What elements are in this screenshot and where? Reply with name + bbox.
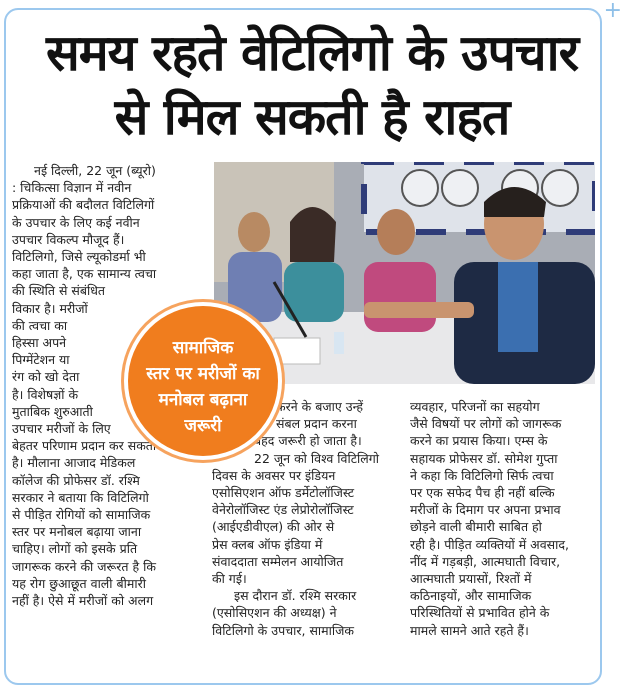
article-line: विटिलिगो के उपचार, सामाजिक — [212, 622, 354, 638]
pull-quote-line: सामाजिक — [172, 338, 234, 358]
article-line: आत्मघाती प्रयासों, रिश्तों में — [410, 571, 532, 587]
article-line: है। मौलाना आजाद मेडिकल — [12, 455, 136, 471]
article-line: परिस्थितियों से प्रभावित होने के — [410, 605, 550, 621]
article-line: पिग्मेंटेशन या — [12, 352, 70, 368]
article-line: यह रोग छुआछूत वाली बीमारी — [12, 575, 146, 591]
article-line: संवाददाता सम्मेलन आयोजित — [212, 553, 344, 569]
article-line: उपचार विकल्प मौजूद हैं। — [12, 231, 125, 247]
article-line: पर एक सफेद पैच ही नहीं बल्कि — [410, 485, 555, 501]
article-line: छोड़ने वाली बीमारी साबित हो — [410, 519, 542, 535]
article-column-3 — [410, 398, 598, 639]
article-line: कॉलेज की प्रोफेसर डॉ. रश्मि — [12, 472, 140, 488]
article-line: (एसोसिएशन की अध्यक्ष) ने — [212, 605, 337, 621]
article-line: कहा जाता है, एक सामान्य त्वचा — [12, 266, 157, 282]
article-line: करने का प्रयास किया। एम्स के — [410, 433, 548, 449]
article-line: : चिकित्सा विज्ञान में नवीन — [12, 180, 132, 196]
article-line: कठिनाइयों, और सामाजिक — [410, 588, 532, 604]
article-line: मुताबिक शुरुआती — [12, 403, 93, 419]
article-line: नहीं है। ऐसे में मरीजों को अलग — [12, 593, 154, 609]
article-line: सरकार ने बताया कि विटिलिगो — [12, 489, 149, 505]
crosshair-icon: + — [603, 0, 622, 23]
article-line: उपचार मरीजों के लिए — [12, 421, 111, 437]
article-line: चाहिए। लोगों को इसके प्रति — [12, 541, 138, 557]
article-line: की स्थिति से संबंधित — [12, 283, 106, 299]
pull-quote-text — [131, 335, 275, 439]
article-line: की गई। — [212, 571, 247, 587]
pull-quote-badge — [128, 306, 278, 456]
article-line: विकार है। मरीजों — [12, 300, 88, 316]
article-line: दिवस के अवसर पर इंडियन — [212, 467, 336, 483]
article-line: के उपचार के लिए कई नवीन — [12, 214, 140, 230]
headline-line-1: समय रहते वेटिलिगो के उपचार — [45, 24, 579, 82]
article-line: बेहतर परिणाम प्रदान कर सकती — [12, 438, 157, 454]
article-line: रंग को खो देता — [12, 369, 80, 385]
article-line: इस दौरान डॉ. रश्मि सरकार — [234, 588, 357, 604]
article-line: 22 जून को विश्व विटिलिगो — [254, 450, 380, 466]
article-line: मामले सामने आते रहते हैं। — [410, 622, 529, 638]
article-line: जैसे विषयों पर लोगों को जागरूक — [410, 416, 562, 432]
article-line: की त्वचा का — [12, 317, 68, 333]
headline-line-2: से मिल सकती है राहत — [114, 88, 510, 146]
article-line: करने के बजाए उन्हें — [276, 399, 363, 414]
article-line: व्यवहार, परिजनों का सहयोग — [410, 399, 540, 414]
pull-quote-line: जरूरी — [184, 416, 222, 436]
article-line: जागरूक करने की जरूरत है कि — [12, 558, 156, 574]
pull-quote-line: स्तर पर मरीजों का — [146, 364, 260, 384]
article-line: संबल प्रदान करना — [276, 416, 357, 432]
article-line: ने कहा कि विटिलिगो सिर्फ त्वचा — [410, 467, 554, 483]
article-line: है। विशेषज्ञों के — [12, 386, 79, 402]
article-line: एसोसिएशन ऑफ डर्मेटोलॉजिस्ट — [212, 485, 355, 501]
article-line: स्तर पर मनोबल बढ़ाया जाना — [12, 524, 142, 540]
article-line: सहायक प्रोफेसर डॉ. सोमेश गुप्ता — [410, 450, 558, 466]
article-line: हिस्सा अपने — [12, 335, 67, 351]
article-line: बेहद जरूरी हो जाता है। — [254, 433, 362, 449]
article-line: प्रेस क्लब ऑफ इंडिया में — [212, 536, 323, 552]
article-line: प्रक्रियाओं की बदौलत विटिलिगों — [12, 197, 155, 213]
pull-quote-line: मनोबल बढ़ाना — [158, 390, 248, 410]
article-line: मरीजों के दिमाग पर अपना प्रभाव — [410, 502, 561, 518]
article-line: रही है। पीड़ित व्यक्तियों में अवसाद, — [410, 536, 569, 552]
article-line: नई दिल्ली, 22 जून (ब्यूरो) — [34, 163, 156, 178]
article-line: वेनेरोलॉजिस्ट एंड लेप्रोरोलॉजिस्ट — [212, 502, 354, 518]
article-line: से पीड़ित रोगियों को सामाजिक — [12, 507, 151, 523]
article-line: (आईएडीवीएल) की ओर से — [212, 519, 335, 535]
article-line: विटिलिगो, जिसे ल्यूकोडर्मा भी — [12, 249, 146, 265]
article-line: नींद में गड़बड़ी, आत्मघाती विचार, — [410, 553, 561, 569]
